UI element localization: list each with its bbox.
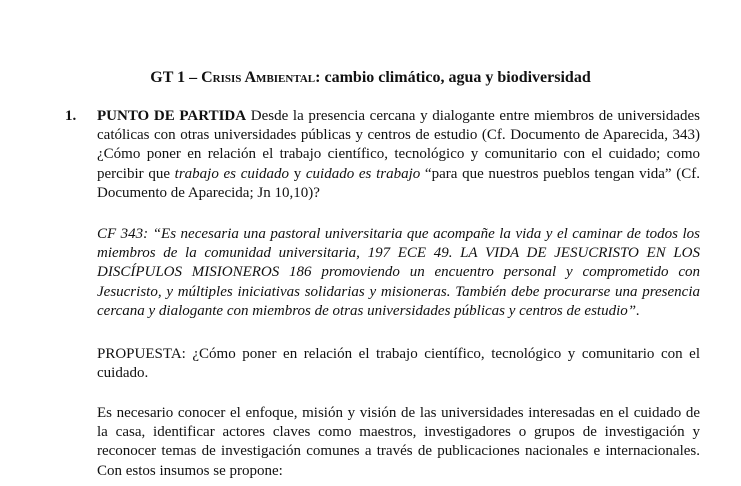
section-text-c: “para que nuestros pueblos tengan vida” (Cf. Documento de Aparecida; Jn 10,10)? [97, 165, 700, 201]
propuesta-paragraph: PROPUESTA: ¿Cómo poner en relación el trabajo científico, tecnológico y comunitario con el cuidado. [97, 346, 700, 382]
document-title [0, 68, 741, 88]
section-number: 1. [65, 108, 77, 124]
title-smallcaps: Crisis Ambiental [201, 69, 316, 86]
section-paragraph [97, 107, 700, 203]
title-prefix: GT 1 – [150, 69, 202, 86]
quote-paragraph: CF 343: “Es necesaria una pastoral universitaria que acompañe la vida y el caminar de todos los miembros de la comunidad universitaria, 197 ECE 49. LA VIDA DE JESUCRISTO EN LOS DISCÍPULOS MISIONEROS 186 promoviendo un encuentro personal y comprometido con Jesucristo, y múltiples iniciativas solidarias y misioneras. También debe procurarse una presencia cercana y dialogante con miembros de otras universidades públicas y centros de estudio”. [97, 226, 700, 319]
title-suffix: : cambio climático, agua y biodiversidad [315, 69, 591, 86]
body-paragraph: Es necesario conocer el enfoque, misión y visión de las universidades interesadas en el cuidado de la casa, identificar actores claves como maestros, investigadores o grupos de investigación y reconocer temas de investigación comunes a través de publicaciones nacionales e internacionales. Con estos insumos se propone: [97, 405, 700, 479]
section-italic-1: trabajo es cuidado [174, 165, 290, 182]
section-italic-2: cuidado es trabajo [305, 165, 421, 182]
section-text-a: Desde la presencia cercana y dialogante entre miembros de universidades católicas con otras universidades públicas y centros de estudio (Cf. Documento de Aparecida, 343) ¿Cómo poner en relación el trabajo científico, tecnológico y comunitario con el cuidado; como percibir que [97, 108, 701, 182]
section-text-b: y [289, 165, 306, 182]
section-heading: PUNTO DE PARTIDA [97, 108, 247, 124]
